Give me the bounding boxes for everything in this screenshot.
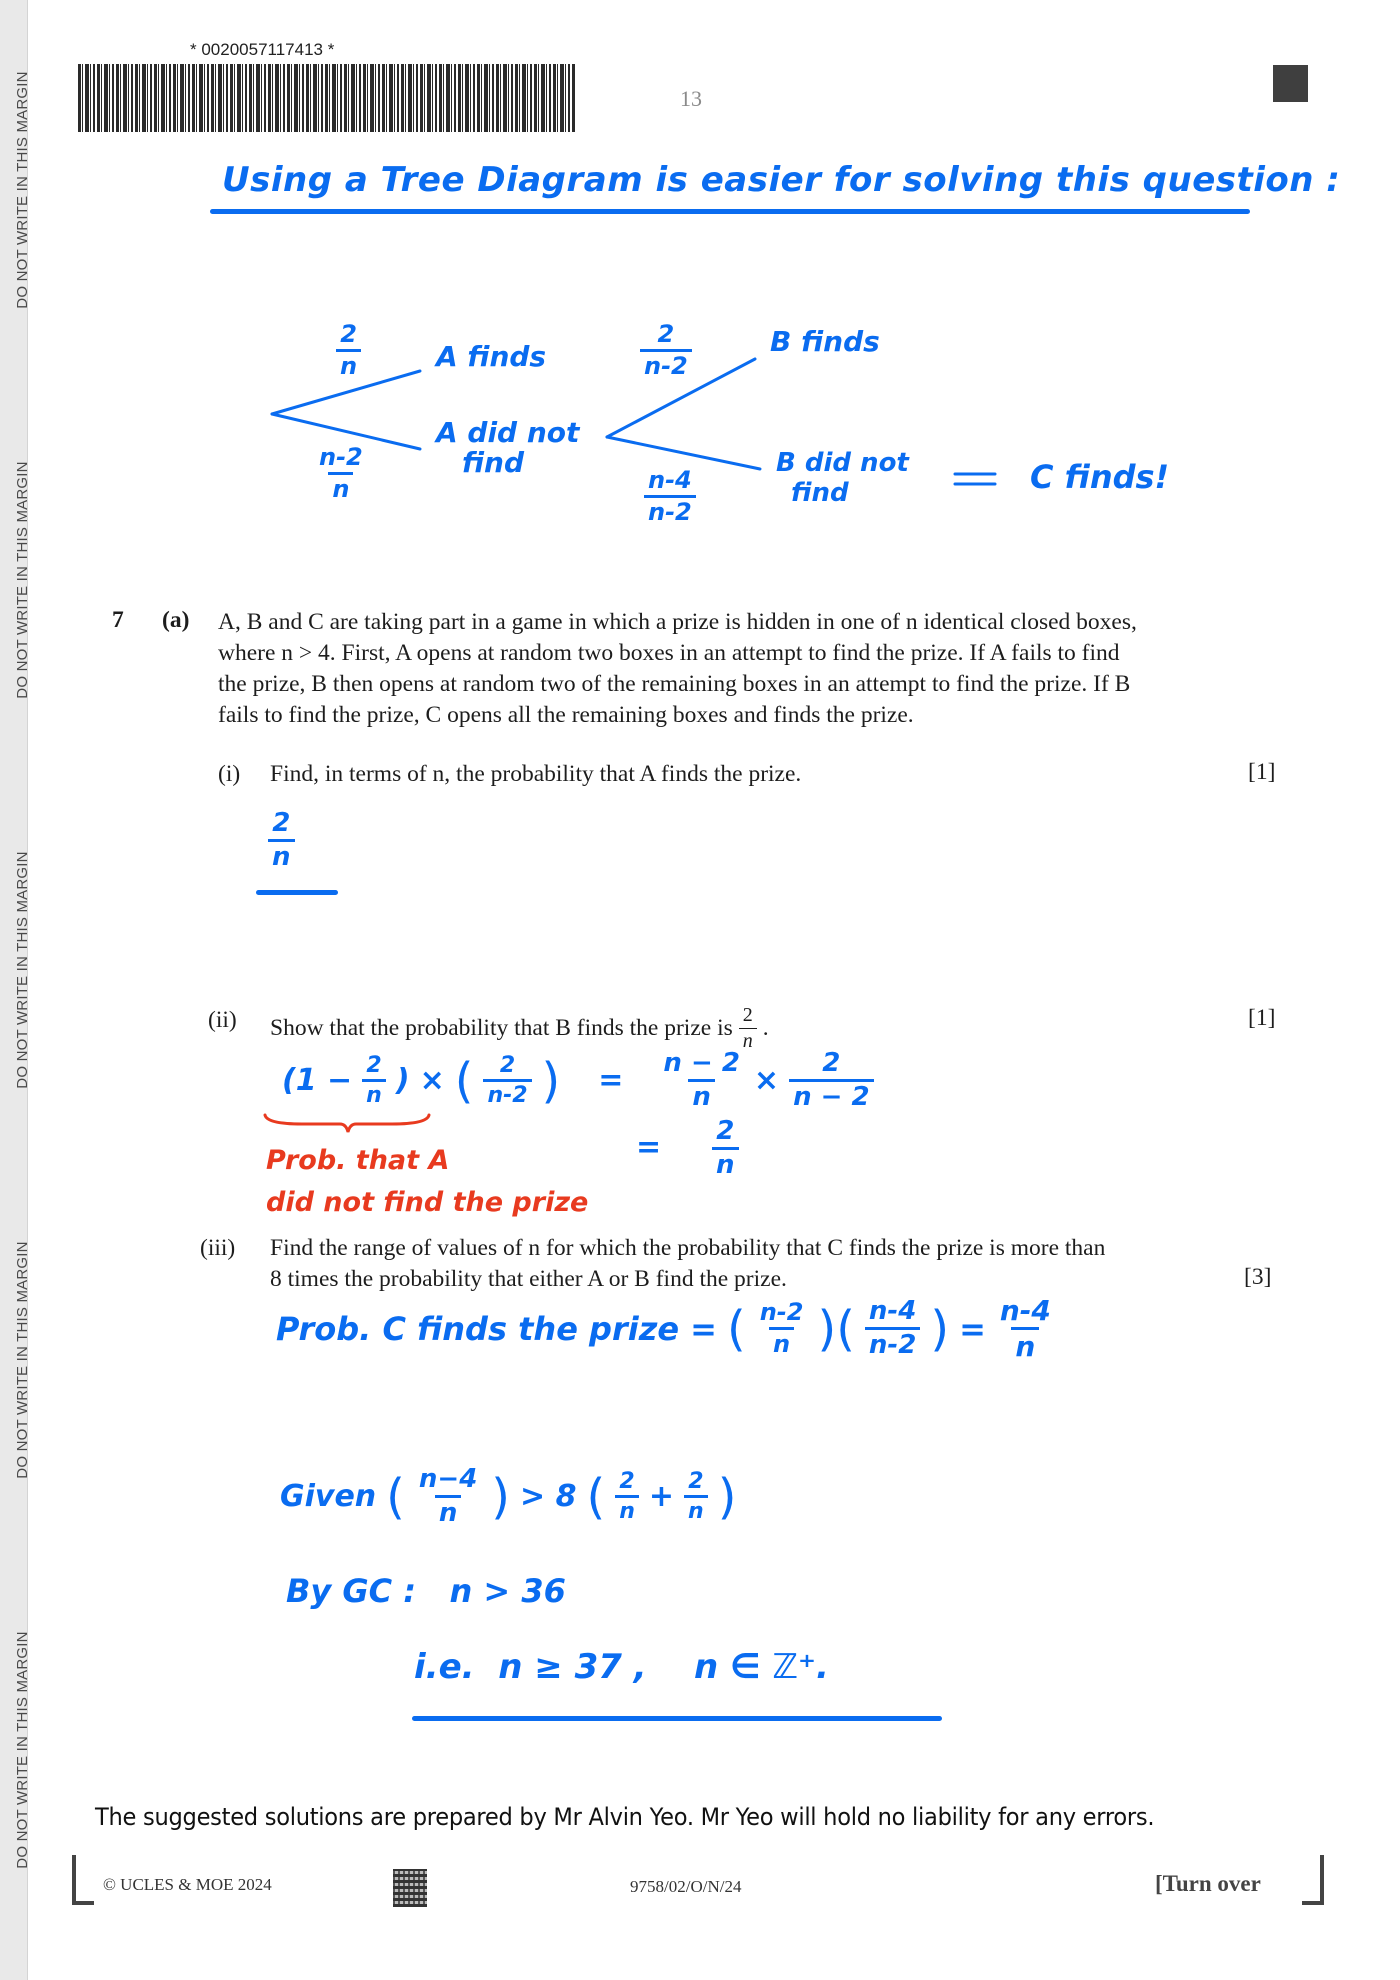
margin-warning-label: DO NOT WRITE IN THIS MARGIN [14, 71, 31, 309]
margin-warning-label: DO NOT WRITE IN THIS MARGIN [14, 461, 31, 699]
margin-warning-label: DO NOT WRITE IN THIS MARGIN [14, 1631, 31, 1869]
part-ii-label: (ii) [208, 1007, 237, 1033]
turn-over-label: [Turn over [1155, 1871, 1261, 1896]
part-iii-marks: [3] [1244, 1264, 1272, 1290]
label-b-finds: B finds [770, 325, 880, 358]
prob-b-finds: $\frac{2}{n-2}$ [640, 322, 692, 379]
answer-part-i: $\frac{2}{n}$ [268, 810, 295, 872]
qr-code-icon [393, 1869, 427, 1907]
stem-line: A, B and C are taking part in a game in which a prize is hidden in one of n identical closed boxes, [218, 609, 1137, 635]
question-part-label: (a) [162, 607, 190, 633]
question-stem [218, 607, 1278, 731]
part-iii-text: Find the range of values of n for which the probability that C finds the prize is more than 8 times the probability that either A or B find the prize. [270, 1235, 1106, 1292]
label-a-did-not-find: A did not find [436, 416, 580, 479]
part-i-marks: [1] [1248, 759, 1276, 785]
margin-warning-label: DO NOT WRITE IN THIS MARGIN [14, 1241, 31, 1479]
tree-branches-icon [0, 0, 1400, 560]
stem-line: fails to find the prize, C opens all the remaining boxes and finds the prize. [218, 702, 914, 728]
stem-line: the prize, B then opens at random two of the remaining boxes in an attempt to find the prize. If B [218, 671, 1131, 697]
prob-a-not-find: $\frac{n-2}{n}$ [319, 443, 363, 504]
answer-underline [256, 890, 338, 895]
question-number: 7 [112, 607, 124, 633]
label-b-did-not-find: B did not find [776, 448, 909, 508]
answer-part-ii-line1: (1 − $\frac{2}{n}$ ) × ( $\frac{2}{n-2}$ ) = $\frac{n - 2}{n}$ × $\frac{2}{n - 2}$ [282, 1050, 874, 1112]
part-ii-marks: [1] [1248, 1005, 1276, 1031]
part-iii-label: (iii) [200, 1235, 236, 1261]
part-i-text: Find, in terms of n, the probability that A finds the prize. [270, 761, 802, 787]
answer-part-iii-line3: By GC : n > 36 [286, 1572, 566, 1610]
stem-line: where n > 4. First, A opens at random two boxes in an attempt to find the prize. If A fails to find [218, 640, 1120, 666]
answer-underline [412, 1716, 942, 1721]
label-c-finds: C finds! [1030, 458, 1170, 496]
underbrace-icon [262, 1112, 432, 1136]
paper-code: 9758/02/O/N/24 [630, 1877, 742, 1896]
prob-a-finds: $\frac{2}{n}$ [336, 322, 361, 379]
part-ii-text: Show that the probability that B finds the prize is $\frac{2}{n}$ . [270, 1004, 769, 1052]
disclaimer-text: The suggested solutions are prepared by Mr Alvin Yeo. Mr Yeo will hold no liability for any errors. [95, 1803, 1155, 1831]
corner-bracket-icon [72, 1855, 94, 1905]
barcode-number: * 0020057117413 * [190, 40, 335, 59]
copyright-text: © UCLES & MOE 2024 [103, 1875, 272, 1894]
answer-part-ii-result: $\frac{2}{n}$ [712, 1118, 739, 1180]
answer-part-iii-line1: Prob. C finds the prize = ( $\frac{n-2}{n}$ )( $\frac{n-4}{n-2}$ ) = $\frac{n-4}{n}$ [276, 1294, 1051, 1364]
prob-b-not-find: $\frac{n-4}{n-2}$ [644, 468, 696, 525]
page-footer [0, 1855, 1400, 1915]
corner-bracket-icon [1302, 1855, 1324, 1905]
answer-part-iii-line4: i.e. n ≥ 37 , n ∈ ℤ⁺. [414, 1647, 829, 1687]
annotation-title: Using a Tree Diagram is easier for solving this question : [222, 160, 1341, 200]
margin-warning-label: DO NOT WRITE IN THIS MARGIN [14, 851, 31, 1089]
annotation-note-red: Prob. that A did not find the prize [266, 1145, 589, 1218]
part-i-label: (i) [218, 761, 241, 787]
answer-part-ii-equals: = [636, 1130, 662, 1165]
label-a-finds: A finds [436, 340, 547, 373]
page-number: 13 [680, 86, 702, 111]
answer-part-iii-line2: Given ( $\frac{n-4}{n}$ ) > 8 ( $\frac{2}{n}$ + $\frac{2}{n}$ ) [280, 1464, 737, 1529]
